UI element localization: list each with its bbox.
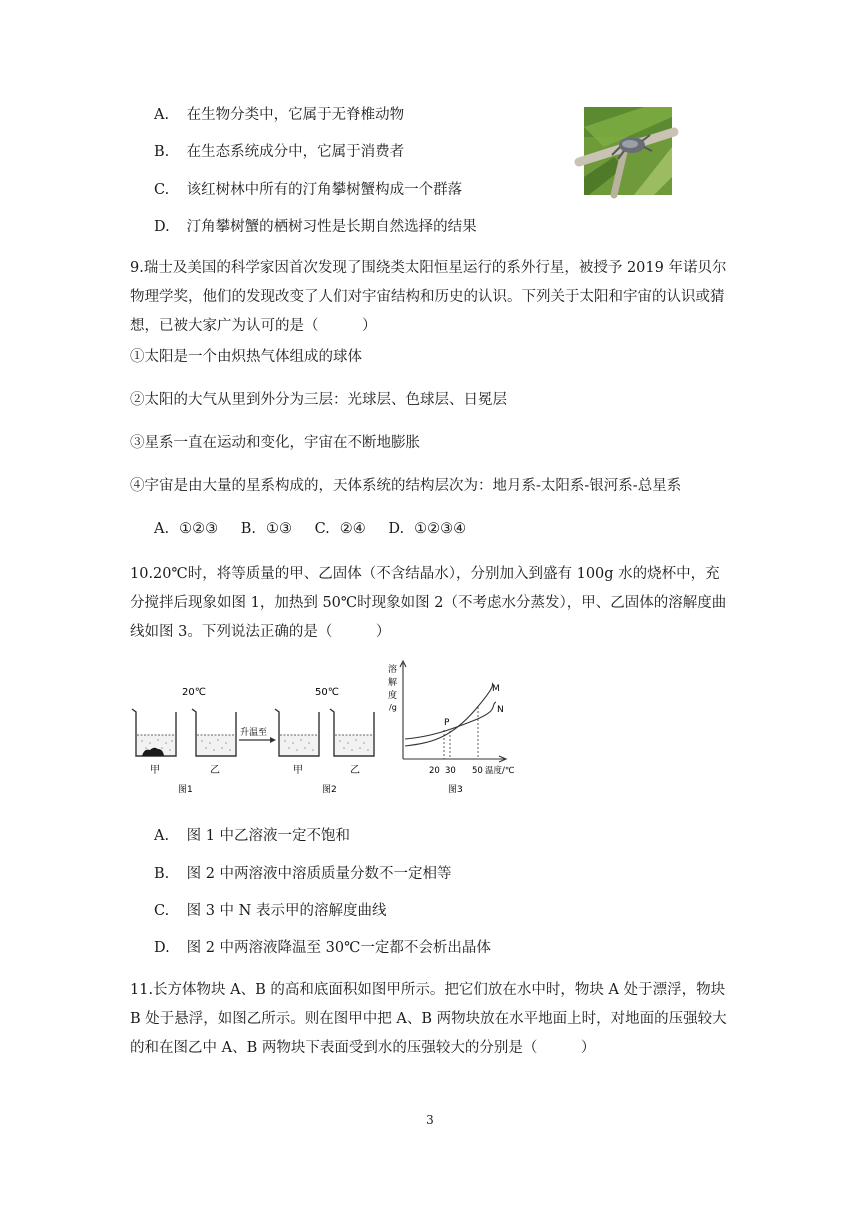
q8-option-d bbox=[154, 217, 477, 237]
fig2-beaker-jia bbox=[275, 709, 319, 756]
fig2-temp-label: 50℃ bbox=[315, 687, 339, 698]
q10-option-a bbox=[154, 826, 350, 846]
q10-stem: 10.20℃时，将等质量的甲、乙固体（不含结晶水），分别加入到盛有 100g 水的烧杯中，充分搅拌后现象如图 1，加热到 50℃时现象如图 2（不考虑水分蒸发），甲、乙固体的溶解度曲线如图 3。下列说法正确的是（ ） bbox=[130, 566, 727, 640]
curve-n-label: N bbox=[497, 705, 504, 715]
q9-statement-3: ③星系一直在运动和变化，宇宙在不断地膨胀 bbox=[130, 435, 420, 451]
q10-option-d bbox=[154, 938, 491, 958]
q8-option-b bbox=[154, 142, 404, 162]
q10-option-b bbox=[154, 864, 452, 884]
q9-stem: 9.瑞士及美国的科学家因首次发现了围绕类太阳恒星运行的系外行星，被授予 2019 年诺贝尔物理学奖，他们的发现改变了人们对宇宙结构和历史的认识。下列关于太阳和宇宙的认识或猜想，已被大家广为认可的是（ ） bbox=[130, 260, 727, 334]
q9-choice-b bbox=[241, 519, 292, 539]
choice-letter: A. bbox=[154, 521, 170, 537]
option-letter: D. bbox=[154, 219, 170, 235]
q8-option-a bbox=[154, 105, 404, 125]
q11-stem: 11.长方体物块 A、B 的高和底面积如图甲所示。把它们放在水中时，物块 A 处于漂浮，物块 B 处于悬浮，如图乙所示。则在图甲中把 A、B 两物块放在水平地面上时，对地面的压强较大的和在图乙中 A、B 两物块下表面受到水的压强较大的分别是（ ） bbox=[130, 982, 727, 1056]
fig1-beaker-jia bbox=[132, 709, 176, 756]
option-letter: B. bbox=[154, 144, 170, 160]
fig1-beaker-yi bbox=[192, 709, 236, 756]
fig2-beaker-yi bbox=[330, 709, 374, 756]
option-text: 汀角攀树蟹的栖树习性是长期自然选择的结果 bbox=[186, 219, 477, 235]
beaker-label: 甲 bbox=[293, 765, 303, 776]
q9-choice-d bbox=[388, 519, 466, 539]
option-letter: C. bbox=[154, 903, 170, 919]
choice-text: ①②③ bbox=[179, 521, 219, 537]
option-letter: C. bbox=[154, 182, 170, 198]
option-text: 图 1 中乙溶液一定不饱和 bbox=[186, 828, 351, 844]
beaker-label: 乙 bbox=[350, 765, 360, 776]
option-text: 图 2 中两溶液中溶质质量分数不一定相等 bbox=[186, 866, 452, 882]
q9-choice-c bbox=[315, 519, 366, 539]
q8-option-c bbox=[154, 180, 462, 200]
xlabel: 温度/℃ bbox=[485, 766, 515, 776]
choice-text: ②④ bbox=[339, 521, 366, 537]
option-text: 在生物分类中，它属于无脊椎动物 bbox=[186, 107, 405, 123]
fig3-caption: 图3 bbox=[448, 785, 463, 795]
q9-choice-a bbox=[154, 519, 218, 539]
fig1-caption: 图1 bbox=[178, 785, 193, 795]
choice-letter: C. bbox=[314, 521, 330, 537]
crab-on-branch-photo bbox=[584, 107, 672, 195]
curve-n bbox=[405, 702, 496, 739]
fig2-caption: 图2 bbox=[322, 785, 337, 795]
option-text: 图 3 中 N 表示甲的溶解度曲线 bbox=[186, 903, 387, 919]
ylabel-char: 溶 bbox=[388, 665, 398, 675]
solubility-figure bbox=[130, 655, 515, 805]
ylabel-char: /g bbox=[389, 703, 397, 712]
ylabel-char: 解 bbox=[388, 678, 398, 688]
solubility-chart bbox=[388, 661, 515, 795]
xtick-50: 50 bbox=[472, 766, 483, 776]
ylabel-char: 度 bbox=[388, 691, 398, 701]
q10-option-c bbox=[154, 901, 386, 921]
page-number: 3 bbox=[426, 1113, 434, 1127]
option-letter: B. bbox=[154, 866, 170, 882]
curve-m-label: M bbox=[492, 684, 500, 694]
fig1-temp-label: 20℃ bbox=[182, 687, 206, 698]
q9-statement-4: ④宇宙是由大量的星系构成的，天体系统的结构层次为：地月系-太阳系-银河系-总星系 bbox=[130, 478, 682, 494]
option-text: 图 2 中两溶液降温至 30℃一定都不会析出晶体 bbox=[186, 940, 491, 956]
beaker-label: 甲 bbox=[150, 765, 160, 776]
point-p-label: P bbox=[444, 718, 450, 728]
xtick-30: 30 bbox=[445, 766, 456, 776]
q9-choices bbox=[154, 519, 484, 539]
option-letter: D. bbox=[154, 940, 170, 956]
choice-text: ①②③④ bbox=[414, 521, 467, 537]
option-text: 在生态系统成分中，它属于消费者 bbox=[186, 144, 405, 160]
choice-letter: B. bbox=[240, 521, 256, 537]
q9-statement-2: ②太阳的大气从里到外分为三层：光球层、色球层、日冕层 bbox=[130, 392, 507, 408]
option-letter: A. bbox=[154, 828, 170, 844]
q9-statement-1: ①太阳是一个由炽热气体组成的球体 bbox=[130, 349, 362, 365]
choice-letter: D. bbox=[388, 521, 405, 537]
option-letter: A. bbox=[154, 107, 170, 123]
beaker-label: 乙 bbox=[210, 765, 220, 776]
heat-arrow-label: 升温至 bbox=[240, 728, 268, 738]
xtick-20: 20 bbox=[429, 766, 440, 776]
curve-m bbox=[405, 683, 493, 746]
choice-text: ①③ bbox=[265, 521, 292, 537]
option-text: 该红树林中所有的汀角攀树蟹构成一个群落 bbox=[186, 182, 463, 198]
